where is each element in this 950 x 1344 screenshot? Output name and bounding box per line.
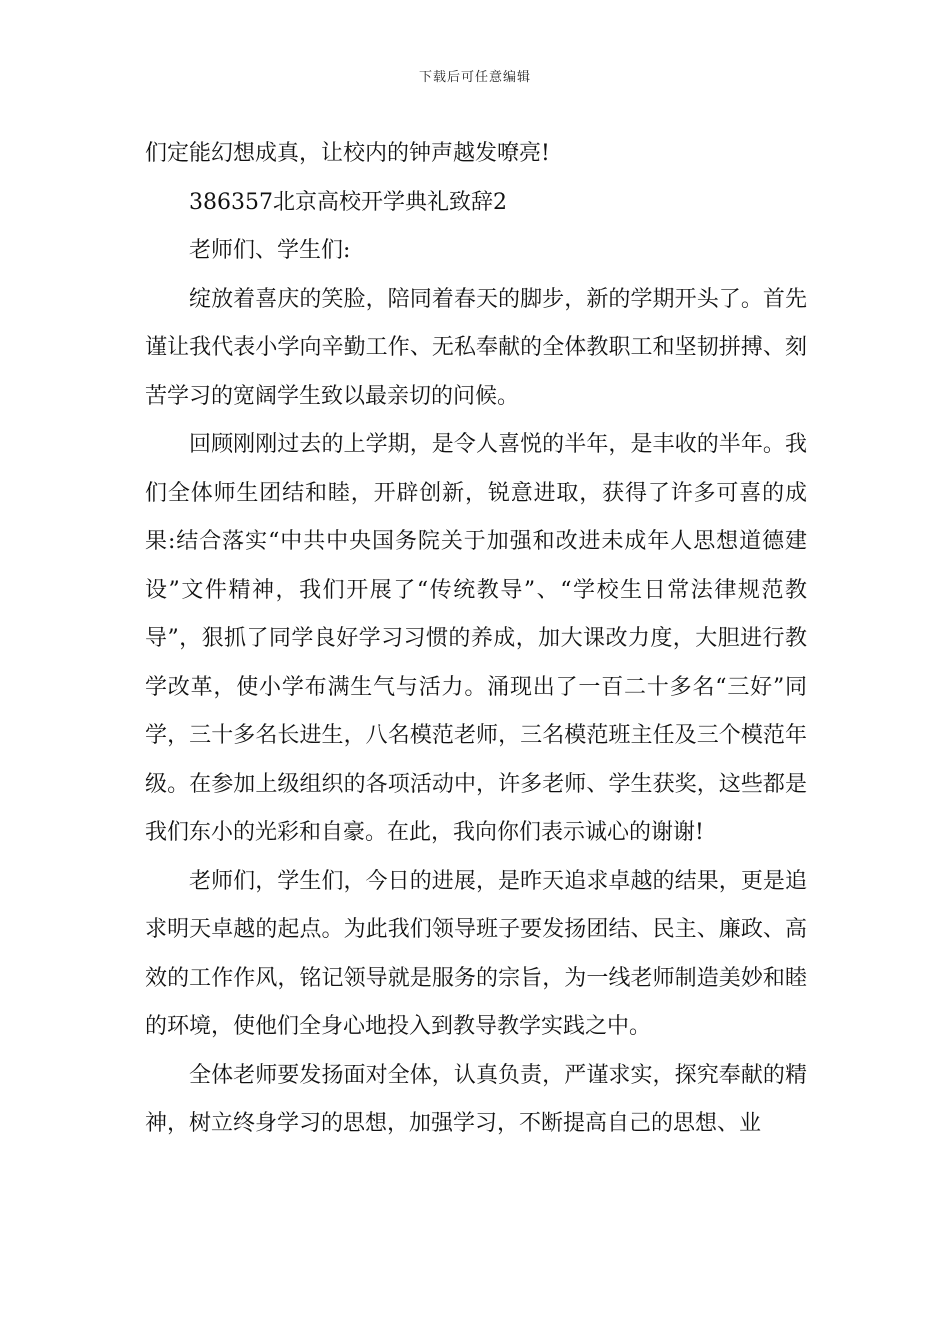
document-body — [145, 130, 807, 1149]
paragraph-leadership: 老师们，学生们，今日的进展，是昨天追求卓越的结果，更是追求明天卓越的起点。为此我们领导班子要发扬团结、民主、廉政、高效的工作作风，铭记领导就是服务的宗旨，为一线老师制造美妙和睦的环境，使他们全身心地投入到教导教学实践之中。 — [145, 868, 807, 1039]
paragraph-review: 回顾刚刚过去的上学期，是令人喜悦的半年，是丰收的半年。我们全体师生团结和睦，开辟创新，锐意进取，获得了许多可喜的成果:结合落实“中共中央国务院关于加强和改进未成年人思想道德建设”文件精神，我们开展了“传统教导”、“学校生日常法律规范教导”，狠抓了同学良好学习习惯的养成，加大课改力度，大胆进行教学改革，使小学布满生气与活力。涌现出了一百二十多名“三好”同学，三十多名长进生，八名模范老师，三名模范班主任及三个模范年级。在参加上级组织的各项活动中，许多老师、学生获奖，这些都是我们东小的光彩和自豪。在此，我向你们表示诚心的谢谢! — [145, 432, 807, 845]
paragraph-greeting: 绽放着喜庆的笑脸，陪同着春天的脚步，新的学期开头了。首先谨让我代表小学向辛勤工作、无私奉献的全体教职工和坚韧拼搏、刻苦学习的宽阔学生致以最亲切的问候。 — [145, 286, 807, 409]
document-title: 386357北京高校开学典礼致辞2 — [189, 189, 507, 215]
page-header: 下载后可任意编辑 — [418, 70, 531, 85]
salutation: 老师们、学生们: — [189, 238, 351, 263]
paragraph-continuation: 们定能幻想成真，让校内的钟声越发嘹亮! — [145, 141, 550, 166]
paragraph-teachers: 全体老师要发扬面对全体，认真负责，严谨求实，探究奉献的精神，树立终身学习的思想，加强学习，不断提高自己的思想、业 — [145, 1062, 807, 1136]
